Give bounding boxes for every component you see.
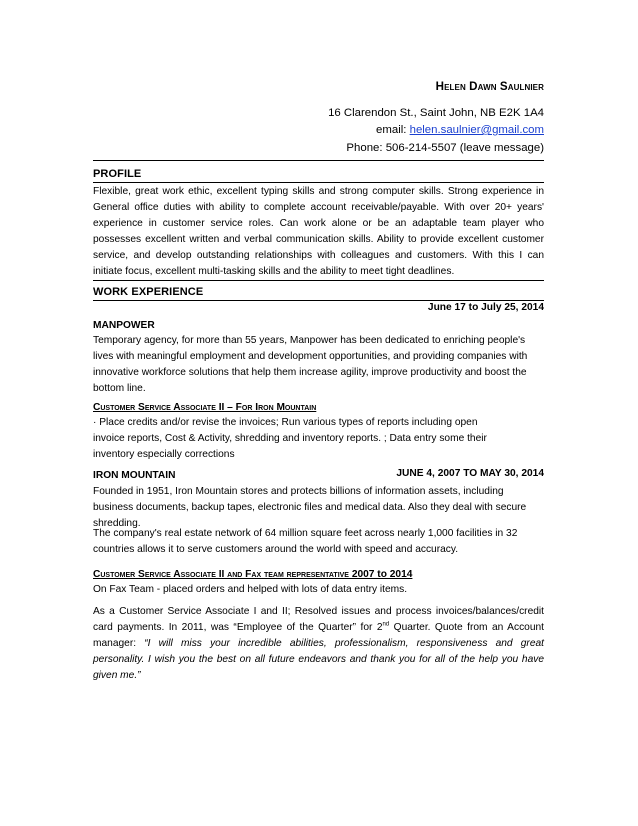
manpower-description: Temporary agency, for more than 55 years, Manpower has been dedicated to enriching people's lives with meaningful employment and development opportunities, and providing companies with innovative workforce solutions that help them increase agility, improve productivity and boost the bottom line. <box>93 335 528 395</box>
ironmountain-award <box>93 604 544 684</box>
ironmountain-employer: IRON MOUNTAIN <box>93 470 176 481</box>
ironmountain-role: Customer Service Associate II and Fax team representative <box>93 569 349 580</box>
email-label: email: <box>376 124 410 136</box>
email-line <box>328 122 544 140</box>
contact-header <box>328 78 544 157</box>
ironmountain-role-years: 2007 to 2014 <box>348 569 413 580</box>
work-heading: WORK EXPERIENCE <box>93 286 204 298</box>
award-ordinal: nd <box>382 621 390 628</box>
profile-text: Flexible, great work ethic, excellent typing skills and strong computer skills. Strong experience in General office duties with ability to complete account receivable/payable. With over 20+ years' experience in customer service roles. Can work alone or be an adaptable team player who possesses excellent written and verbal communication skills. Ability to provide excellent customer service, and develop outstanding relationships with colleagues and customers. With this I can initiate focus, excellent multi-tasking skills and the ability to meet tight deadlines. <box>93 186 544 278</box>
ironmountain-role-line <box>93 567 544 583</box>
award-text: Quarter. Quote from an Account manager: <box>93 622 544 650</box>
manpower-employer: MANPOWER <box>93 320 155 331</box>
phone-line: Phone: 506-214-5507 (leave message) <box>346 141 544 154</box>
manpower-role: Customer Service Associate II – For Iron Mountain <box>93 402 317 413</box>
manager-quote: “I will miss your incredible abilities, professionalism, responsiveness and great personality. I wish you the best on all future endeavors and thank you for all of the help you have given me.” <box>93 638 544 682</box>
ironmountain-description: Founded in 1951, Iron Mountain stores and protects billions of information assets, including business documents, backup tapes, electronic files and medical data. Also they deal with secure shredding. <box>93 486 527 530</box>
award-text: As a Customer Service Associate I and II; Resolved issues and process invoices/balances/credit card payments. In 2011, was “Employee of the Quarter” for 2 <box>93 606 544 634</box>
address: 16 Clarendon St., Saint John, NB E2K 1A4 <box>328 106 544 119</box>
ironmountain-role-detail: On Fax Team - placed orders and helped with lots of data entry items. <box>93 584 408 595</box>
manpower-duty-line: inventory especially corrections <box>93 449 235 460</box>
manpower-dates: June 17 to July 25, 2014 <box>427 302 544 313</box>
profile-heading: PROFILE <box>93 168 142 180</box>
divider <box>93 182 544 183</box>
ironmountain-dates: JUNE 4, 2007 TO MAY 30, 2014 <box>396 468 544 479</box>
applicant-name: Helen Dawn Saulnier <box>435 80 544 93</box>
manpower-duty-line: invoice reports, Cost & Activity, shredding and inventory reports. ; Data entry some their <box>93 433 487 444</box>
divider <box>93 300 544 301</box>
email-link[interactable]: helen.saulnier@gmail.com <box>409 124 544 136</box>
divider <box>93 280 544 281</box>
divider <box>93 160 544 161</box>
ironmountain-description: The company's real estate network of 64 million square feet across nearly 1,000 facilities in 32 countries allows it to serve customers around the world with speed and accuracy. <box>93 528 518 556</box>
manpower-duty-line: · Place credits and/or revise the invoices; Run various types of reports including open <box>93 417 478 428</box>
